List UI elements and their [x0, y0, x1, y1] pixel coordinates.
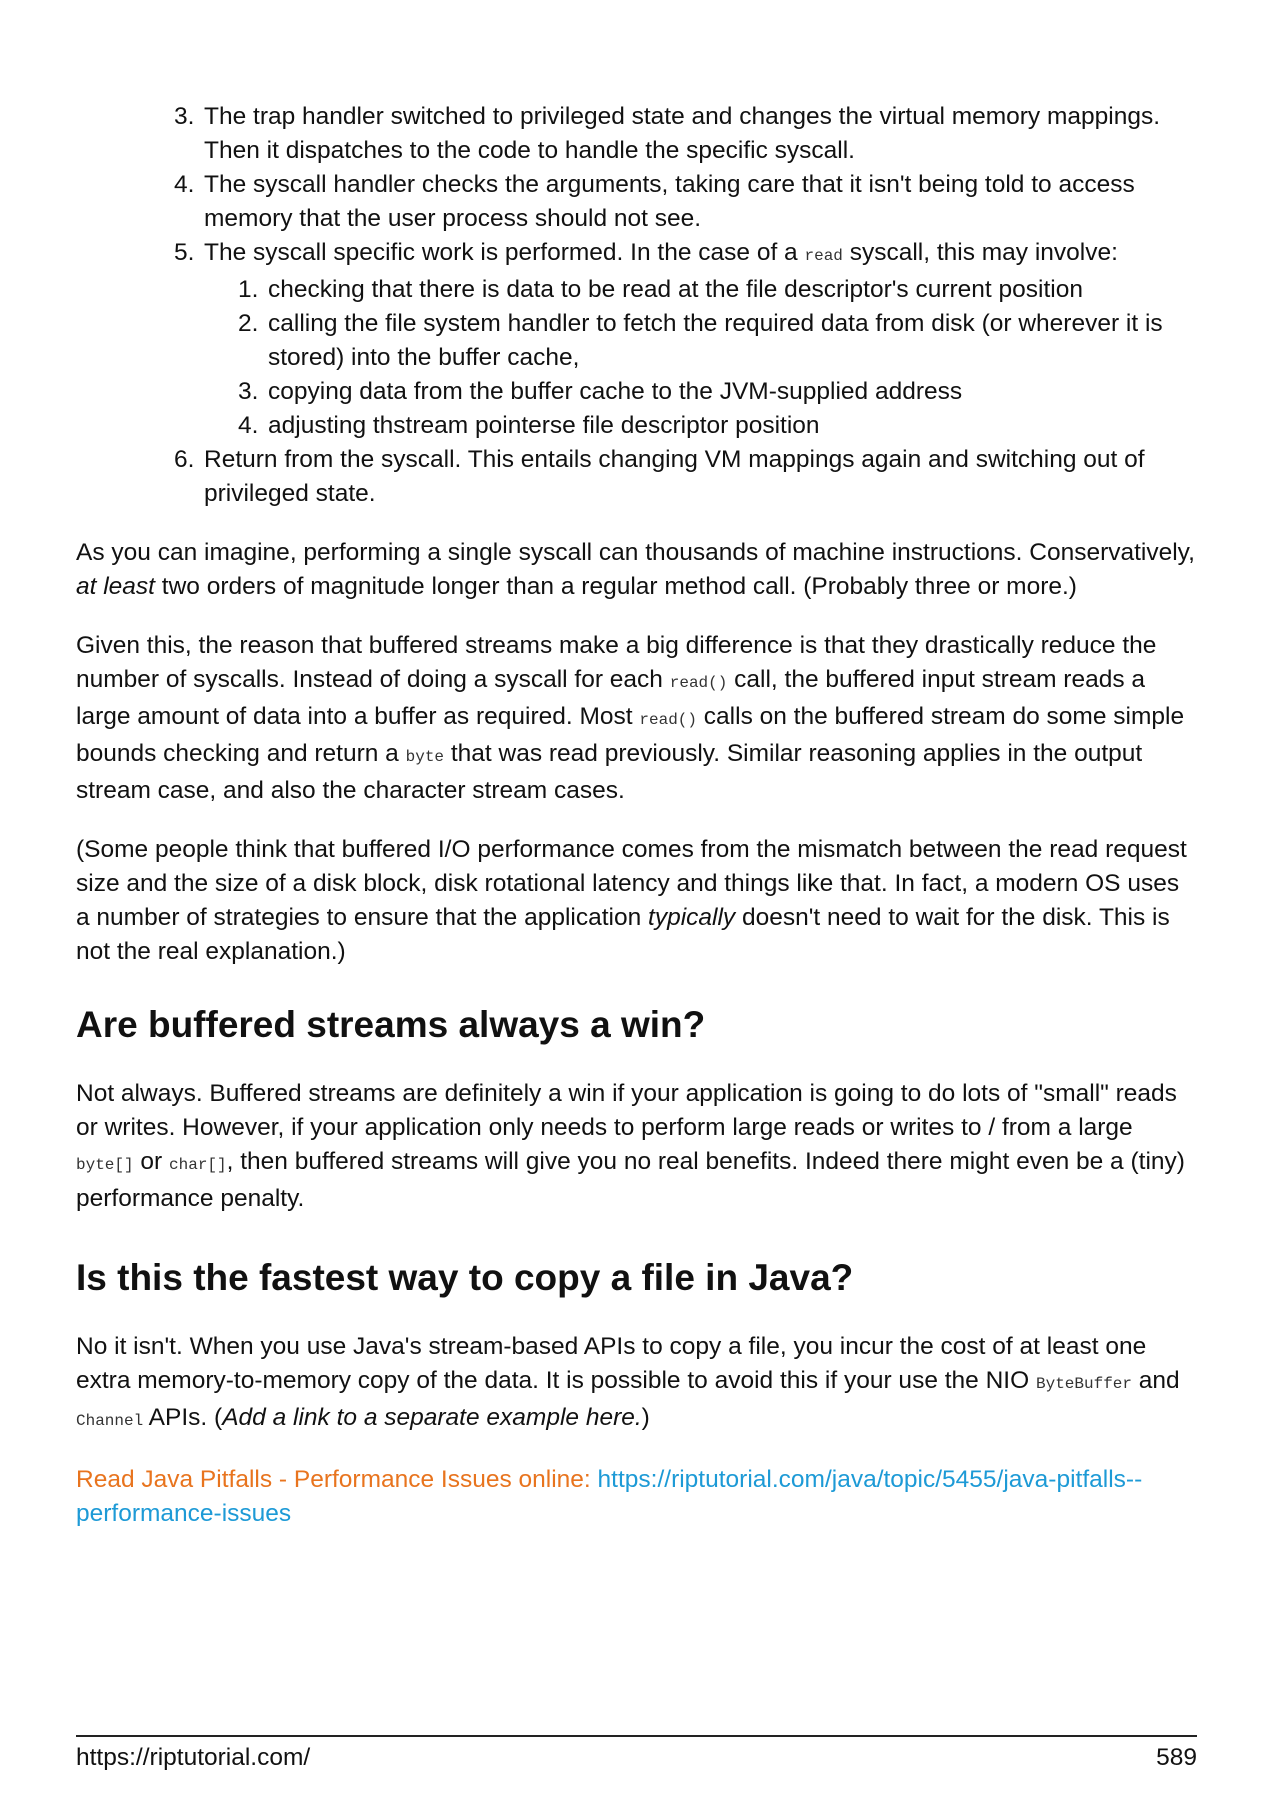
- list-item-text: adjusting thstream pointerse file descriptor position: [268, 412, 820, 439]
- list-item: [238, 409, 1196, 443]
- paragraph-text: two orders of magnitude longer than a regular method call. (Probably three or more.): [155, 573, 1077, 600]
- inline-code: ByteBuffer: [1035, 1375, 1132, 1393]
- paragraph-misconception: [76, 833, 1196, 969]
- paragraph-buffered-reason: [76, 629, 1196, 808]
- paragraph-not-always: [76, 1077, 1196, 1216]
- list-item-number: 4.: [238, 412, 259, 439]
- list-item-text: Return from the syscall. This entails changing VM mappings again and switching out of privileged state.: [204, 446, 1145, 507]
- inline-code: read(): [669, 674, 728, 692]
- list-item-number: 6.: [174, 446, 195, 473]
- syscall-steps-list: [174, 100, 1196, 511]
- document-page: [76, 100, 1196, 1531]
- paragraph-text: doesn't need to wait for the disk. This is not the real explanation.): [76, 904, 1170, 965]
- paragraph-nio: [76, 1330, 1196, 1438]
- paragraph-text: Not always. Buffered streams are definitely a win if your application is going to do lots of "small" reads or writes. However, if your application only needs to perform large reads or writes to / from a large: [76, 1080, 1177, 1141]
- list-item: [238, 307, 1196, 375]
- list-item-text: copying data from the buffer cache to the JVM-supplied address: [268, 378, 963, 405]
- inline-code: byte[]: [76, 1156, 134, 1174]
- list-item: [174, 168, 1196, 236]
- list-item-text: calling the file system handler to fetch the required data from disk (or wherever it is stored) into the buffer cache,: [268, 310, 1163, 371]
- list-item-text: checking that there is data to be read at the file descriptor's current position: [268, 276, 1083, 303]
- paragraph-text: No it isn't. When you use Java's stream-based APIs to copy a file, you incur the cost of at least one extra memory-to-memory copy of the data. It is possible to avoid this if your use the NIO: [76, 1333, 1147, 1394]
- list-item-number: 4.: [174, 171, 195, 198]
- paragraph-text: ): [641, 1404, 650, 1431]
- list-item-number: 1.: [238, 276, 259, 303]
- list-item-number: 3.: [174, 103, 195, 130]
- paragraph-text: that was read previously. Similar reasoning applies in the output stream case, and also the character stream cases.: [76, 740, 1143, 804]
- paragraph-syscall-cost: [76, 536, 1196, 604]
- paragraph-text: calls on the buffered stream do some simple bounds checking and return a: [76, 703, 1185, 767]
- emphasis-text: at least: [76, 573, 155, 600]
- list-item: [238, 375, 1196, 409]
- inline-code: char[]: [169, 1156, 227, 1174]
- footer-site-url: https://riptutorial.com/: [76, 1744, 311, 1771]
- page-number: 589: [1156, 1744, 1197, 1771]
- emphasis-text: typically: [648, 904, 736, 931]
- paragraph-text: or: [133, 1148, 170, 1175]
- read-online-line: [76, 1463, 1196, 1531]
- inline-code: read(): [639, 711, 697, 729]
- list-item: [174, 100, 1196, 168]
- list-item-text: The syscall specific work is performed. In the case of a: [204, 239, 805, 266]
- inline-code: Channel: [76, 1412, 144, 1430]
- emphasis-text: Add a link to a separate example here.: [222, 1404, 642, 1431]
- list-item-text: syscall, this may involve:: [842, 239, 1118, 266]
- heading-fastest-copy: Is this the fastest way to copy a file in Java?: [76, 1257, 854, 1298]
- paragraph-text: As you can imagine, performing a single syscall can thousands of machine instructions. Conservatively,: [76, 539, 1195, 566]
- syscall-substeps-list: [238, 273, 1196, 443]
- paragraph-text: and: [1132, 1367, 1180, 1394]
- paragraph-text: call, the buffered input stream reads a large amount of data into a buffer as required. Most: [76, 666, 1146, 730]
- list-item-number: 3.: [238, 378, 259, 405]
- list-item-number: 5.: [174, 239, 195, 266]
- inline-code: byte: [405, 748, 445, 766]
- paragraph-text: Given this, the reason that buffered streams make a big difference is that they drastically reduce the number of syscalls. Instead of doing a syscall for each: [76, 632, 1157, 693]
- paragraph-text: , then buffered streams will give you no real benefits. Indeed there might even be a (tiny) performance penalty.: [76, 1148, 1185, 1212]
- read-online-link[interactable]: https://riptutorial.com/java/topic/5455/java-pitfalls--performance-issues: [76, 1466, 1143, 1527]
- heading-buffered-streams-win: Are buffered streams always a win?: [76, 1004, 706, 1045]
- list-item: [174, 236, 1196, 443]
- inline-code: read: [804, 247, 843, 265]
- paragraph-text: APIs. (: [143, 1404, 223, 1431]
- paragraph-text: (Some people think that buffered I/O performance comes from the mismatch between the read request size and the size of a disk block, disk rotational latency and things like that. In fact, a modern OS uses a number of strategies to ensure that the application: [76, 836, 1187, 931]
- list-item: [174, 443, 1196, 511]
- page-footer: [76, 1741, 1197, 1775]
- footer-divider: [76, 1735, 1197, 1737]
- list-item-text: The trap handler switched to privileged state and changes the virtual memory mappings. Then it dispatches to the code to handle the specific syscall.: [204, 103, 1161, 164]
- read-online-label: Read Java Pitfalls - Performance Issues online:: [76, 1466, 598, 1493]
- list-item: [238, 273, 1196, 307]
- list-item-number: 2.: [238, 310, 259, 337]
- list-item-text: The syscall handler checks the arguments, taking care that it isn't being told to access memory that the user process should not see.: [204, 171, 1135, 232]
